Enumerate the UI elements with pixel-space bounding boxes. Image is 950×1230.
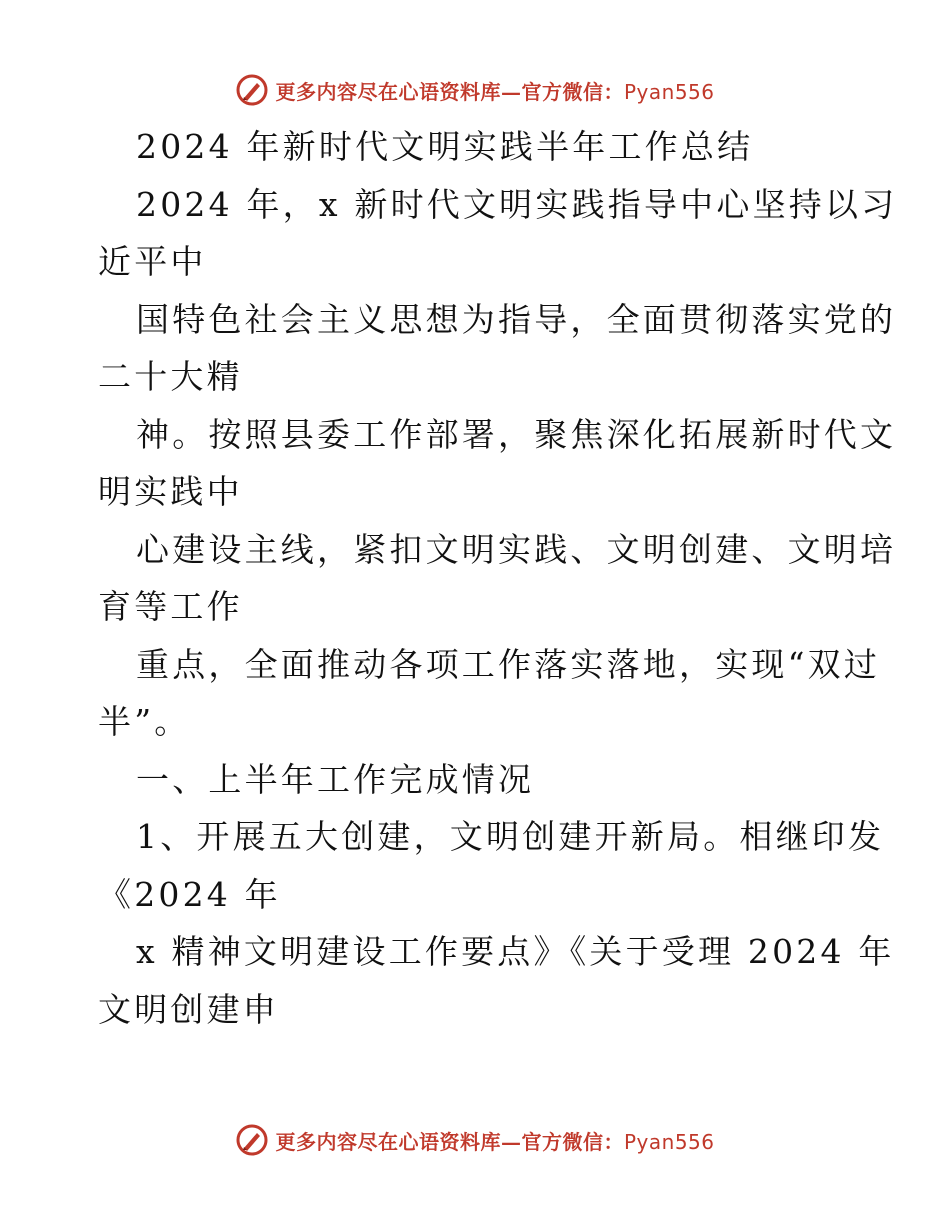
- wechat-id: Pyan556: [623, 79, 715, 104]
- text-line: 半”。: [98, 702, 191, 741]
- text-line: 育等工作: [98, 587, 243, 626]
- text-line: 明实践中: [98, 472, 243, 511]
- text-line: 2024 年，x 新时代文明实践指导中心坚持以习: [136, 184, 898, 224]
- pen-logo-icon: [235, 73, 269, 107]
- watermark-banner-bottom: [0, 1120, 950, 1160]
- text-line: 二十大精: [98, 357, 243, 396]
- text-line: 国特色社会主义思想为指导，全面贯彻落实党的: [136, 299, 897, 339]
- text-line: 一、上半年工作完成情况: [136, 759, 535, 799]
- watermark-text: 更多内容尽在心语资料库—官方微信：Pyan556: [275, 1129, 715, 1154]
- text-line: 心建设主线，紧扣文明实践、文明创建、文明培: [136, 529, 897, 569]
- pen-logo-icon: [235, 1123, 269, 1157]
- text-line: 2024 年新时代文明实践半年工作总结: [136, 127, 754, 166]
- text-line: 1、开展五大创建，文明创建开新局。相继印发: [136, 817, 885, 856]
- text-line: x 精神文明建设工作要点》《关于受理 2024 年: [136, 932, 895, 971]
- watermark-text: 更多内容尽在心语资料库—官方微信：Pyan556: [275, 79, 715, 104]
- text-line: 文明创建申: [98, 989, 279, 1029]
- wechat-id: Pyan556: [623, 1129, 715, 1154]
- document-body: [98, 118, 898, 1038]
- watermark-banner-top: [0, 70, 950, 110]
- text-line: 近平中: [98, 242, 207, 281]
- text-line: 《2024 年: [98, 874, 281, 914]
- text-line: 重点，全面推动各项工作落实落地，实现“双过: [136, 644, 881, 684]
- text-line: 神。按照县委工作部署，聚焦深化拓展新时代文: [136, 414, 897, 454]
